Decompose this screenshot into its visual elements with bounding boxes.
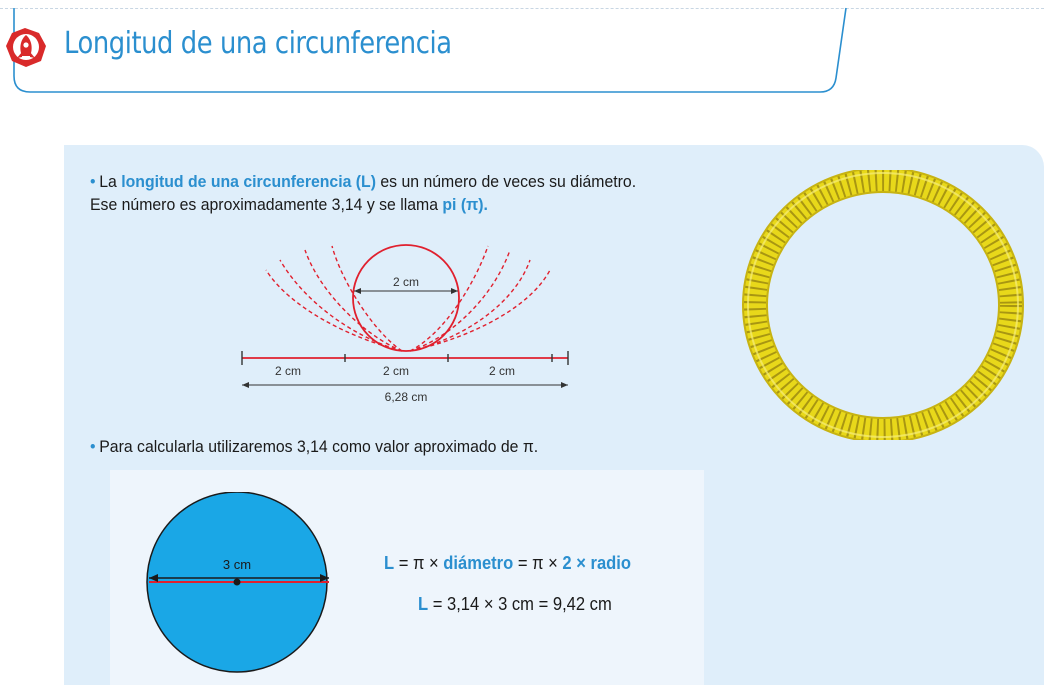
segment-label: 2 cm xyxy=(488,364,516,378)
calculation-line xyxy=(418,594,612,615)
intro-term-pi: pi (π). xyxy=(442,195,488,214)
segment-label: 2 cm xyxy=(382,364,410,378)
formula-L: L xyxy=(384,553,395,573)
rolling-arcs xyxy=(266,246,550,351)
example-circle xyxy=(145,492,365,687)
calculation-note-text: Para calcularla utilizaremos 3,14 como valor aproximado de π. xyxy=(99,437,539,456)
example-diameter-label: 3 cm xyxy=(222,557,252,572)
rope-ring-image xyxy=(742,170,1032,440)
segment-label: 2 cm xyxy=(274,364,302,378)
intro-text-1: La xyxy=(99,172,122,191)
total-length-label: 6,28 cm xyxy=(384,390,428,404)
diameter-label: 2 cm xyxy=(392,275,420,289)
calculation-note xyxy=(90,435,667,458)
formula-eq: = π × xyxy=(394,553,444,573)
intro-text-2: es un número de veces su diámetro. Ese número es aproximadamente 3,14 y se llama xyxy=(90,172,637,214)
intro-paragraph xyxy=(90,170,648,216)
rocket-badge-icon xyxy=(6,28,46,67)
unit-circle xyxy=(353,245,459,351)
calc-result: = 3,14 × 3 cm = 9,42 cm xyxy=(428,594,612,614)
formula-eq2: = π × xyxy=(513,553,563,573)
intro-term-length: longitud de una circunferencia (L) xyxy=(121,172,376,191)
formula-radius: 2 × radio xyxy=(562,553,631,573)
formula-line xyxy=(384,553,631,574)
formula-diameter: diámetro xyxy=(443,553,514,573)
page-title: Longitud de una circunferencia xyxy=(64,26,452,61)
rolling-circle-diagram xyxy=(230,238,580,408)
bullet: • xyxy=(90,437,96,456)
bullet: • xyxy=(90,172,96,191)
calc-L: L xyxy=(418,594,429,614)
center-point xyxy=(234,579,241,586)
